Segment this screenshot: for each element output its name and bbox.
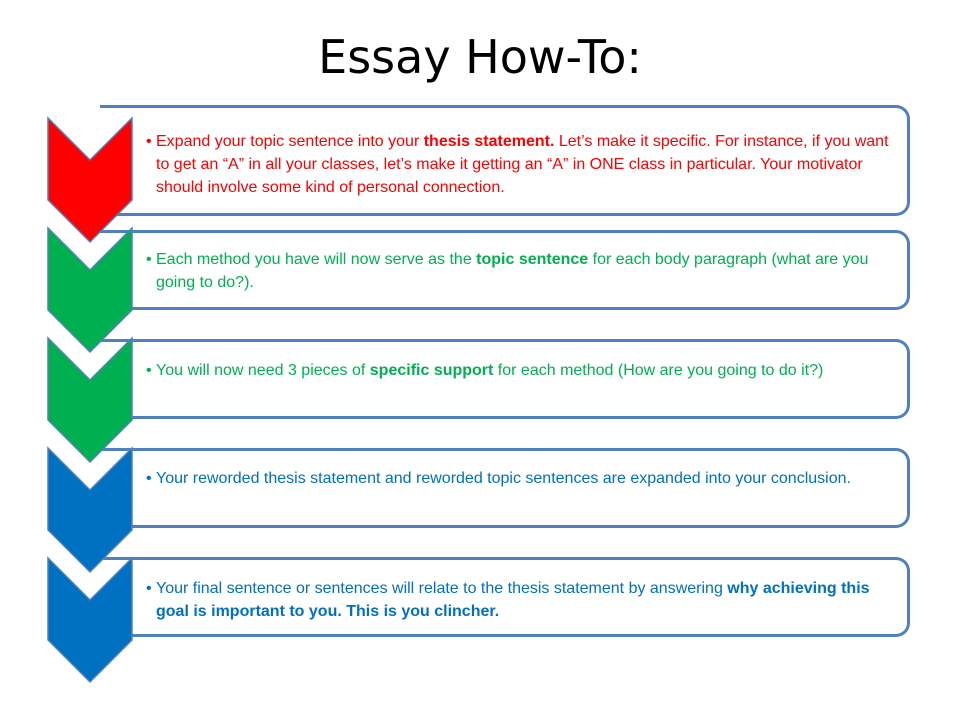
step-text-segment: You will now need 3 pieces of: [156, 362, 370, 379]
step-text-1: [146, 130, 897, 199]
step-box-4: [100, 448, 910, 528]
step-box-5: [100, 557, 910, 637]
step-text-segment: Each method you have will now serve as the: [156, 251, 477, 268]
step-text-4: [146, 467, 897, 490]
step-text-2: [146, 248, 897, 294]
step-text-segment: Your final sentence or sentences will relate to the thesis statement by answering: [156, 580, 728, 597]
step-text-segment: Your reworded thesis statement and reworded topic sentences are expanded into your conclusion.: [156, 470, 851, 487]
page-title: Essay How-To:: [318, 30, 642, 84]
step-text-3: [146, 359, 897, 382]
emphasis-text: why achieving this goal is important to you. This is you clincher.: [156, 580, 870, 620]
step-text-segment: Let’s make it specific. For instance, if you want to get an “A” in all your classes, let’s make it getting an “A” in ONE class in particular. Your motivator should involve some kind of personal connection.: [156, 133, 889, 196]
step-text-segment: for each body paragraph (what are you going to do?).: [156, 251, 869, 291]
step-text-segment: Expand your topic sentence into your: [156, 133, 424, 150]
emphasis-text: thesis statement.: [423, 133, 555, 150]
step-box-3: [100, 339, 910, 419]
emphasis-text: topic sentence: [476, 251, 589, 268]
step-text-segment: for each method (How are you going to do it?): [493, 362, 824, 379]
step-box-1: [100, 105, 910, 216]
emphasis-text: specific support: [369, 362, 494, 379]
step-text-5: [146, 577, 897, 623]
step-box-2: [100, 230, 910, 310]
